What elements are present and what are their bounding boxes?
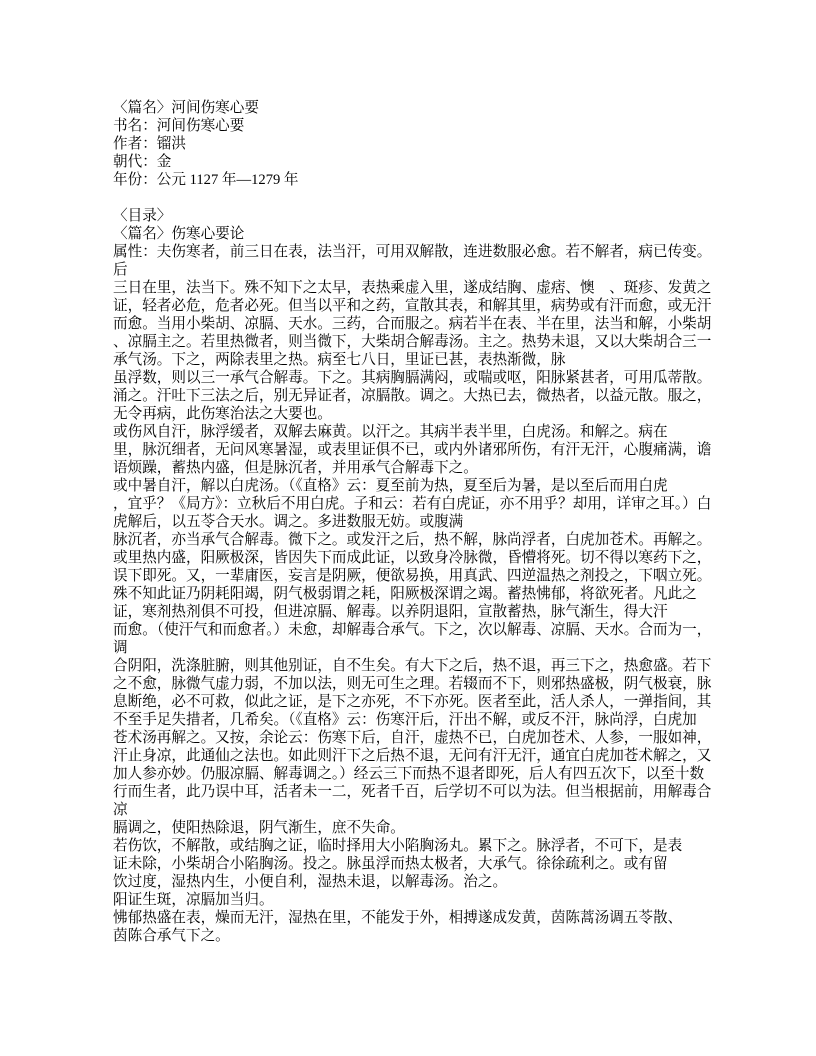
body-text-line: 证，轻者必危，危者必死。但当以平和之药，宣散其表，和解其里，病势或有汗而愈，或无汗 xyxy=(113,298,712,314)
body-text-line: 阳证生斑，凉膈加当归。 xyxy=(113,892,274,908)
body-text-line: 里，脉沉细者，无问风寒暑湿，或表里证俱不已，或内外诸邪所伤，有汗无汗，心腹痛满，谵 xyxy=(113,442,712,458)
body-text-line: 属性：夫伤寒者，前三日在表，法当汗，可用双解散，连进数服必愈。若不解者，病已传变。 xyxy=(113,244,712,260)
body-text-line: 汗止身凉，此通仙之法也。如此则汗下之后热不退，无问有汗无汗，通宜白虎加苍术解之，又 xyxy=(113,748,712,764)
body-text-line: 或里热内盛，阳厥极深，皆因失下而成此证，以致身冷脉微，昏懵将死。切不得以寒药下之， xyxy=(113,550,712,566)
document-page xyxy=(113,99,723,945)
body-text-line: 凉 xyxy=(113,802,128,818)
body-text-line: 怫郁热盛在表，燥而无汗，湿热在里，不能发于外，相搏遂成发黄，茵陈蒿汤调五苓散、 xyxy=(113,910,683,926)
body-text-line: 加人参亦妙。仍服凉膈、解毒调之。）经云三下而热不退者即死，后人有四五次下，以至十数 xyxy=(113,766,705,782)
era-line: 年份：公元 1127 年—1279 年 xyxy=(113,172,299,188)
body-text-line: 脉沉者，亦当承气合解毒。微下之。或发汗之后，热不解，脉尚浮者，白虎加苍术。再解之。 xyxy=(113,532,712,548)
body-text-line: 虽浮数，则以三一承气合解毒。下之。其病胸膈满闷，或喘或呕，阳脉紧甚者，可用瓜蒂散。 xyxy=(113,370,712,386)
body-text-line: 后 xyxy=(113,262,128,278)
body-text-line: 无令再病，此伤寒治法之大要也。 xyxy=(113,406,332,422)
toc-tag-line: 〈目录〉 xyxy=(113,208,172,224)
body-text-line: 证未除，小柴胡合小陷胸汤。投之。脉虽浮而热太极者，大承气。徐徐疏利之。或有留 xyxy=(113,856,668,872)
blank-line xyxy=(113,189,723,207)
body-text-line: 语烦躁，蓄热内盛，但是脉沉者，并用承气合解毒下之。 xyxy=(113,460,478,476)
body-text-line: 或伤风自汗，脉浮缓者，双解去麻黄。以汗之。其病半表半里，白虎汤。和解之。病在 xyxy=(113,424,668,440)
body-text-line: 调 xyxy=(113,640,128,656)
body-text-line: 或中暑自汗，解以白虎汤。（《直格》云：夏至前为热，夏至后为暑，是以至后而用白虎 xyxy=(113,478,668,494)
chapter-tag-line: 〈篇名〉伤寒心要论 xyxy=(113,226,245,242)
book-title-line: 书名：河间伤寒心要 xyxy=(113,118,245,134)
body-text-line: 苍术汤再解之。又按，余论云：伤寒下后，自汗，虚热不已，白虎加苍术、人参，一服如神， xyxy=(113,730,712,746)
body-text-line: 不至手足失措者，几希矣。（《直格》云：伤寒汗后，汗出不解，或反不汗，脉尚浮，白虎加 xyxy=(113,712,697,728)
body-text-line: 三日在里，法当下。殊不知下之太早，表热乘虚入里，遂成结胸、虚痞、懊 、斑疹、发黄之 xyxy=(113,280,712,296)
body-text-line: 而愈。当用小柴胡、凉膈、天水。三药，合而服之。病若半在表、半在里，法当和解，小柴胡 xyxy=(113,316,712,332)
body-text-line: 误下即死。又，一辈庸医，妄言是阴厥，便欲易换，用真武、四逆温热之剂投之，下咽立死。 xyxy=(113,568,712,584)
body-text-line: 行而生者，此乃误中耳，活者未一二，死者千百，后学切不可以为法。但当根据前，用解毒合 xyxy=(113,784,712,800)
body-text-line: 虎解后，以五苓合天水。调之。多进数服无妨。或腹满 xyxy=(113,514,464,530)
body-text-line: 之不愈，脉微气虚力弱，不加以法，则无可生之理。若辍而不下，则邪热盛极，阴气极衰，脉 xyxy=(113,676,712,692)
body-text-line: ，宜乎？《局方》：立秋后不用白虎。子和云：若有白虎证，亦不用乎？却用，详审之耳。）白 xyxy=(113,496,712,512)
body-text-line: 膈调之，使阳热除退，阴气渐生，庶不失命。 xyxy=(113,820,405,836)
body-text-line: 、凉膈主之。若里热微者，则当微下，大柴胡合解毒汤。主之。热势未退，又以大柴胡合三一 xyxy=(113,334,712,350)
body-text-line: 茵陈合承气下之。 xyxy=(113,928,230,944)
dynasty-line: 朝代：金 xyxy=(113,154,172,170)
author-line: 作者：镏洪 xyxy=(113,136,186,152)
section-tag-line: 〈篇名〉河间伤寒心要 xyxy=(113,100,259,116)
body-text-line: 若伤饮，不解散，或结胸之证，临时择用大小陷胸汤丸。累下之。脉浮者，不可下，是表 xyxy=(113,838,683,854)
body-text-line: 息断绝，必不可救，似此之证，是下之亦死，不下亦死。医者至此，活人杀人，一弹指间，其 xyxy=(113,694,712,710)
body-text xyxy=(113,243,723,945)
body-text-line: 证，寒剂热剂俱不可投，但进凉膈、解毒。以养阴退阳，宣散蓄热，脉气渐生，得大汗 xyxy=(113,604,668,620)
body-text-line: 饮过度，湿热内生，小便自利，湿热未退，以解毒汤。治之。 xyxy=(113,874,508,890)
body-text-line: 而愈。（使汗气和而愈者。）未愈，却解毒合承气。下之，次以解毒、凉膈、天水。合而为一， xyxy=(113,622,712,638)
body-text-line: 合阴阳，洗涤脏腑，则其他别证，自不生矣。有大下之后，热不退，再三下之，热愈盛。若下 xyxy=(113,658,712,674)
body-text-line: 殊不知此证乃阴耗阳竭，阴气极弱谓之耗，阳厥极深谓之竭。蓄热怫郁，将欲死者。凡此之 xyxy=(113,586,697,602)
body-text-line: 承气汤。下之，两除表里之热。病至七八日，里证已甚，表热渐微，脉 xyxy=(113,352,566,368)
body-text-line: 涌之。汗吐下三法之后，别无异证者，凉膈散。调之。大热已去，微热者，以益元散。服之， xyxy=(113,388,712,404)
